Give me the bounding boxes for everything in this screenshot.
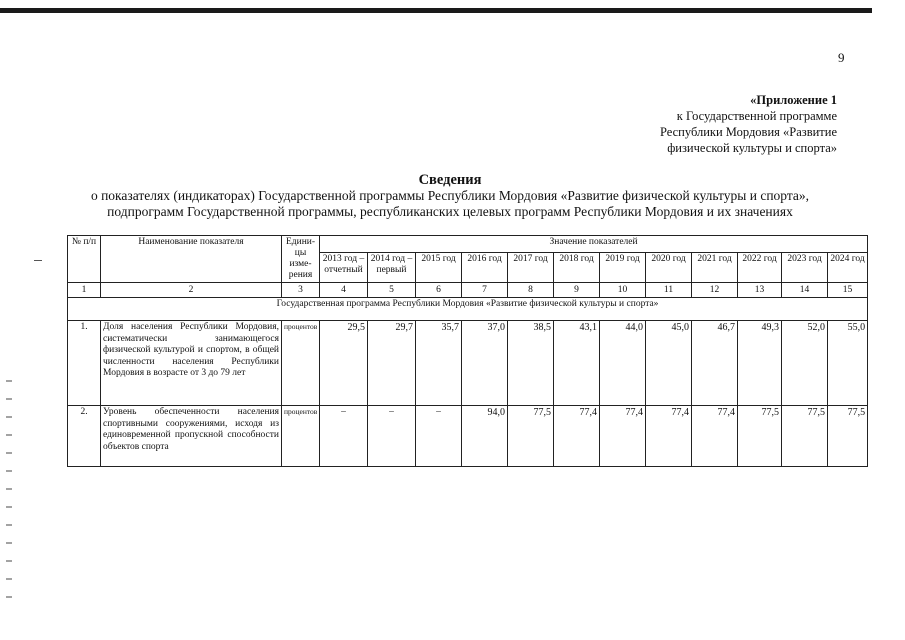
value-cell: 77,5 bbox=[738, 406, 782, 467]
value-cell: 77,4 bbox=[554, 406, 600, 467]
indicator-name: Уровень обеспеченности населения спортивными сооружениями, исходя из единовременной пропускной способности объектов спорта bbox=[101, 406, 282, 467]
value-cell: 46,7 bbox=[692, 321, 738, 406]
value-cell: – bbox=[416, 406, 462, 467]
value-cell: – bbox=[368, 406, 416, 467]
header-year: 2017 год bbox=[508, 252, 554, 282]
value-cell: 52,0 bbox=[782, 321, 828, 406]
scan-artifact bbox=[34, 260, 42, 261]
row-num: 2. bbox=[68, 406, 101, 467]
value-cell: 77,4 bbox=[600, 406, 646, 467]
value-cell: 29,5 bbox=[320, 321, 368, 406]
column-number: 15 bbox=[828, 283, 868, 298]
header-year: 2024 год bbox=[828, 252, 868, 282]
value-cell: 77,5 bbox=[508, 406, 554, 467]
column-number: 9 bbox=[554, 283, 600, 298]
column-number: 8 bbox=[508, 283, 554, 298]
header-unit: Едини-цы изме-рения bbox=[282, 236, 320, 283]
column-number: 14 bbox=[782, 283, 828, 298]
column-number-row bbox=[68, 283, 868, 298]
value-cell: 77,4 bbox=[692, 406, 738, 467]
value-cell: 44,0 bbox=[600, 321, 646, 406]
header-year: 2019 год bbox=[600, 252, 646, 282]
header-year: 2014 год – первый bbox=[368, 252, 416, 282]
value-cell: 35,7 bbox=[416, 321, 462, 406]
column-number: 2 bbox=[101, 283, 282, 298]
header-year: 2022 год bbox=[738, 252, 782, 282]
column-number: 7 bbox=[462, 283, 508, 298]
indicator-name: Доля населения Республики Мордовия, систематически занимающегося физической культурой и спортом, в общей численности населения Республики Мордовия в возрасте от 3 до 79 лет bbox=[101, 321, 282, 406]
value-cell: 94,0 bbox=[462, 406, 508, 467]
appendix-title: «Приложение 1 bbox=[750, 93, 837, 107]
indicators-table bbox=[67, 235, 868, 467]
appendix-line-2: Республики Мордовия «Развитие bbox=[659, 125, 837, 139]
section-title: Государственная программа Республики Мордовия «Развитие физической культуры и спорта» bbox=[68, 298, 868, 321]
section-row bbox=[68, 298, 868, 321]
value-cell: 38,5 bbox=[508, 321, 554, 406]
value-cell: 77,5 bbox=[828, 406, 868, 467]
appendix-line-1: к Государственной программе bbox=[676, 109, 837, 123]
header-row-1 bbox=[68, 236, 868, 253]
header-num: № п/п bbox=[68, 236, 101, 283]
page-number: 9 bbox=[838, 50, 845, 65]
column-number: 4 bbox=[320, 283, 368, 298]
row-num: 1. bbox=[68, 321, 101, 406]
appendix-note bbox=[577, 92, 837, 156]
table-row bbox=[68, 406, 868, 467]
appendix-line-3: физической культуры и спорта» bbox=[667, 141, 837, 155]
indicator-unit: процентов bbox=[282, 406, 320, 467]
header-year: 2021 год bbox=[692, 252, 738, 282]
column-number: 5 bbox=[368, 283, 416, 298]
header-year: 2015 год bbox=[416, 252, 462, 282]
value-cell: 49,3 bbox=[738, 321, 782, 406]
header-name: Наименование показателя bbox=[101, 236, 282, 283]
value-cell: 43,1 bbox=[554, 321, 600, 406]
value-cell: 37,0 bbox=[462, 321, 508, 406]
header-year: 2018 год bbox=[554, 252, 600, 282]
column-number: 1 bbox=[68, 283, 101, 298]
indicator-unit: процентов bbox=[282, 321, 320, 406]
document-heading: Сведения bbox=[418, 172, 482, 188]
document-subheading: о показателях (индикаторах) Государственной программы Республики Мордовия «Развитие физической культуры и спорта», подпрограмм Государственной программы, республиканских целевых программ Республики Мордовия и их значениях bbox=[90, 188, 810, 219]
value-cell: 29,7 bbox=[368, 321, 416, 406]
column-number: 13 bbox=[738, 283, 782, 298]
header-year: 2016 год bbox=[462, 252, 508, 282]
margin-scan-marks bbox=[6, 380, 12, 600]
value-cell: 55,0 bbox=[828, 321, 868, 406]
value-cell: 45,0 bbox=[646, 321, 692, 406]
value-cell: 77,4 bbox=[646, 406, 692, 467]
value-cell: 77,5 bbox=[782, 406, 828, 467]
column-number: 12 bbox=[692, 283, 738, 298]
header-year: 2023 год bbox=[782, 252, 828, 282]
column-number: 10 bbox=[600, 283, 646, 298]
header-values-group: Значение показателей bbox=[320, 236, 868, 253]
value-cell: – bbox=[320, 406, 368, 467]
column-number: 3 bbox=[282, 283, 320, 298]
column-number: 11 bbox=[646, 283, 692, 298]
scan-top-border bbox=[0, 8, 872, 13]
header-year: 2013 год – отчетный bbox=[320, 252, 368, 282]
column-number: 6 bbox=[416, 283, 462, 298]
table-row bbox=[68, 321, 868, 406]
header-year: 2020 год bbox=[646, 252, 692, 282]
